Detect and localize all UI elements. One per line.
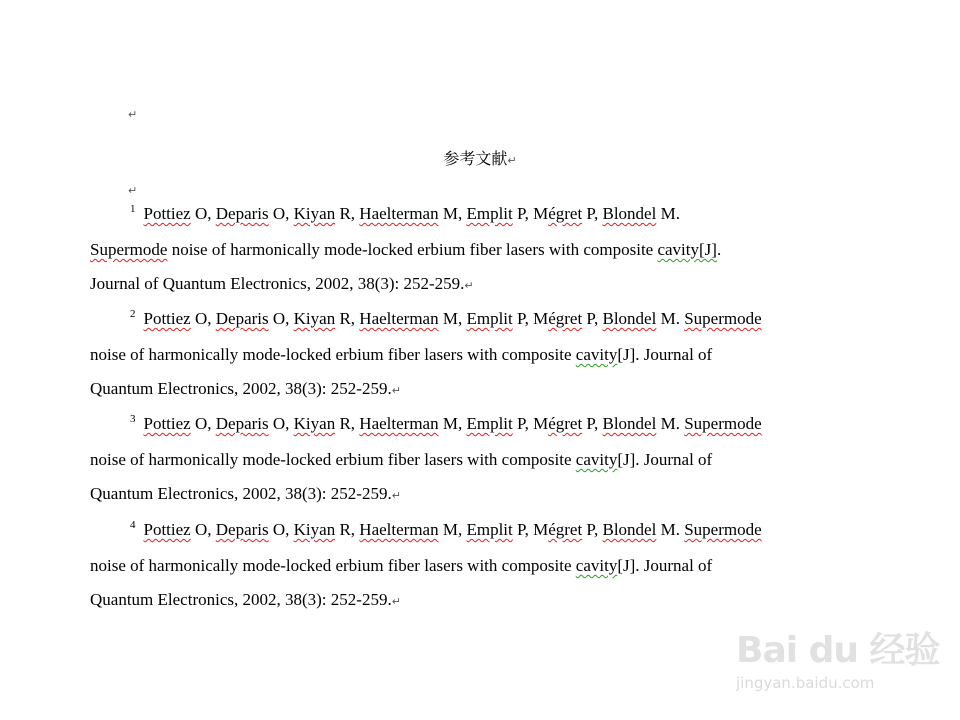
paragraph-mark: ↵ (128, 184, 138, 197)
reference-text: M. (656, 520, 685, 539)
reference-text: [J]. Journal of (617, 450, 713, 469)
reference-text: O, (190, 309, 216, 328)
reference-text: P, M (512, 414, 549, 433)
spelling-flagged-word: Deparis (215, 204, 269, 223)
paragraph-mark: ↵ (391, 595, 401, 608)
spelling-flagged-word: Blondel (602, 309, 657, 328)
spelling-flagged-word: Haelterman (359, 520, 439, 539)
reference-text: M, (438, 414, 467, 433)
reference-line (90, 379, 401, 399)
reference-number: 2 (130, 308, 136, 320)
reference-text: R, (335, 309, 360, 328)
watermark-url: jingyan.baidu.com (736, 674, 875, 692)
spelling-flagged-word: Supermode (90, 240, 168, 259)
paragraph-mark: ↵ (391, 384, 401, 397)
title-text: 参考文献 (443, 149, 508, 168)
spelling-flagged-word: Pottiez (143, 309, 191, 328)
reference-text: M. (656, 204, 680, 223)
spelling-flagged-word: Kiyan (293, 414, 336, 433)
grammar-flagged-word: cavity (575, 556, 618, 575)
reference-line (90, 450, 712, 470)
spelling-flagged-word: Deparis (215, 414, 269, 433)
reference-text: O, (268, 520, 294, 539)
reference-line (90, 484, 401, 504)
reference-line (90, 590, 401, 610)
watermark (730, 612, 940, 702)
grammar-flagged-word: cavity[J] (657, 240, 717, 259)
reference-text: P, (582, 204, 603, 223)
spelling-flagged-word: Supermode (684, 414, 762, 433)
spelling-flagged-word: Pottiez (143, 414, 191, 433)
reference-text: R, (335, 520, 360, 539)
spelling-flagged-word: Emplit (466, 309, 513, 328)
spelling-flagged-word: Pottiez (143, 520, 191, 539)
spelling-flagged-word: égret (548, 414, 583, 433)
reference-text: R, (335, 414, 360, 433)
reference-number: 4 (130, 519, 136, 531)
reference-line (90, 274, 474, 294)
spelling-flagged-word: Kiyan (293, 309, 336, 328)
reference-line (90, 240, 721, 260)
reference-line (130, 414, 762, 434)
spelling-flagged-word: égret (548, 520, 583, 539)
reference-text: R, (335, 204, 360, 223)
reference-text: Quantum Electronics, 2002, 38(3): 252-259. (90, 379, 392, 398)
page-title (0, 146, 960, 169)
spelling-flagged-word: Blondel (602, 204, 657, 223)
spelling-flagged-word: Haelterman (359, 414, 439, 433)
reference-text: noise of harmonically mode-locked erbium fiber lasers with composite (90, 556, 576, 575)
reference-text: O, (190, 414, 216, 433)
reference-text: Quantum Electronics, 2002, 38(3): 252-259. (90, 590, 392, 609)
watermark-brand: Bai du 经验 (736, 630, 940, 671)
reference-text: noise of harmonically mode-locked erbium fiber lasers with composite (90, 450, 576, 469)
reference-number: 3 (130, 413, 136, 425)
reference-text: O, (268, 204, 294, 223)
reference-text: . (716, 240, 722, 259)
spelling-flagged-word: Kiyan (293, 204, 336, 223)
spelling-flagged-word: Blondel (602, 520, 657, 539)
paragraph-mark: ↵ (128, 108, 138, 121)
grammar-flagged-word: cavity (575, 345, 618, 364)
spelling-flagged-word: égret (548, 309, 583, 328)
reference-text: O, (190, 520, 216, 539)
spelling-flagged-word: Emplit (466, 414, 513, 433)
reference-text: P, (582, 309, 603, 328)
reference-text: Journal of Quantum Electronics, 2002, 38(3): 252-259. (90, 274, 465, 293)
spelling-flagged-word: égret (548, 204, 583, 223)
paragraph-mark: ↵ (391, 489, 401, 502)
reference-text: M, (438, 204, 467, 223)
reference-text: [J]. Journal of (617, 345, 713, 364)
spelling-flagged-word: Supermode (684, 520, 762, 539)
reference-text: O, (268, 414, 294, 433)
spelling-flagged-word: Deparis (215, 520, 269, 539)
reference-text: P, M (512, 309, 549, 328)
paragraph-mark: ↵ (507, 154, 517, 167)
reference-text: Quantum Electronics, 2002, 38(3): 252-259. (90, 484, 392, 503)
reference-text: P, (582, 414, 603, 433)
reference-text: noise of harmonically mode-locked erbium fiber lasers with composite (167, 240, 658, 259)
reference-text: O, (190, 204, 216, 223)
spelling-flagged-word: Supermode (684, 309, 762, 328)
reference-text: M, (438, 520, 467, 539)
reference-text: M. (656, 414, 685, 433)
reference-line (130, 309, 762, 329)
reference-text: M. (656, 309, 685, 328)
paragraph-mark: ↵ (464, 279, 474, 292)
reference-line (130, 204, 680, 224)
reference-text: O, (268, 309, 294, 328)
spelling-flagged-word: Blondel (602, 414, 657, 433)
reference-text: M, (438, 309, 467, 328)
reference-line (90, 556, 712, 576)
spelling-flagged-word: Emplit (466, 204, 513, 223)
spelling-flagged-word: Pottiez (143, 204, 191, 223)
reference-line (90, 345, 712, 365)
spelling-flagged-word: Haelterman (359, 204, 439, 223)
reference-text: [J]. Journal of (617, 556, 713, 575)
spelling-flagged-word: Deparis (215, 309, 269, 328)
spelling-flagged-word: Kiyan (293, 520, 336, 539)
reference-text: P, M (512, 204, 549, 223)
reference-text: P, (582, 520, 603, 539)
reference-line (130, 520, 762, 540)
grammar-flagged-word: cavity (575, 450, 618, 469)
spelling-flagged-word: Emplit (466, 520, 513, 539)
reference-number: 1 (130, 203, 136, 215)
reference-text: noise of harmonically mode-locked erbium fiber lasers with composite (90, 345, 576, 364)
spelling-flagged-word: Haelterman (359, 309, 439, 328)
reference-text: P, M (512, 520, 549, 539)
